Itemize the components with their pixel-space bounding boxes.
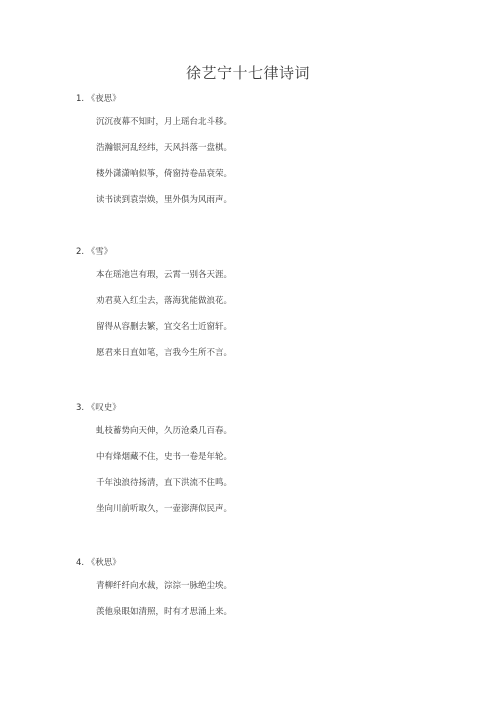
poem-line: 留得从容删去繁，宜交名士近窗轩。 — [96, 322, 233, 332]
poem-line: 羡他泉眼如清照，时有才思涌上来。 — [96, 607, 233, 617]
poem-line: 愿君来日直如笔，言我今生所不言。 — [96, 348, 233, 358]
poem-line: 劝君莫入红尘去，落海犹能做浪花。 — [96, 296, 233, 306]
poem-heading: 3. 《叹史》 — [76, 403, 121, 413]
poem-1 — [76, 93, 476, 206]
poem-line: 读书读到袁崇焕，里外俱为风雨声。 — [96, 195, 233, 205]
poem-line: 千年浊浪待扬清，直下洪流不住鸣。 — [96, 478, 233, 488]
poem-line: 浩瀚银河乱经纬，天风抖落一盘棋。 — [96, 143, 233, 153]
poem-line: 沉沉夜幕不知时，月上瑶台北斗移。 — [96, 117, 233, 127]
poem-line: 中有烽烟藏不住，史书一卷是年轮。 — [96, 452, 233, 462]
poem-line: 坐向川前听取久，一壶澎湃似民声。 — [96, 504, 233, 514]
poem-heading: 4. 《秋思》 — [76, 558, 121, 568]
poem-line: 虬枝蓄势向天伸，久历沧桑几百春。 — [96, 426, 233, 436]
poem-line: 本在瑶池岂有瑕，云霄一别各天涯。 — [96, 270, 233, 280]
poem-heading: 2. 《雪》 — [76, 247, 113, 257]
document-title: 徐艺宁十七律诗词 — [185, 64, 310, 82]
poem-3 — [76, 402, 476, 515]
poem-line: 青柳纤纤向水裁，淙淙一脉绝尘埃。 — [96, 581, 233, 591]
poem-2 — [76, 246, 476, 359]
poem-line: 楼外潇潇响似筝，倚窗持卷品衰荣。 — [96, 169, 233, 179]
poem-heading: 1. 《夜思》 — [76, 94, 121, 104]
poem-4 — [76, 557, 476, 618]
